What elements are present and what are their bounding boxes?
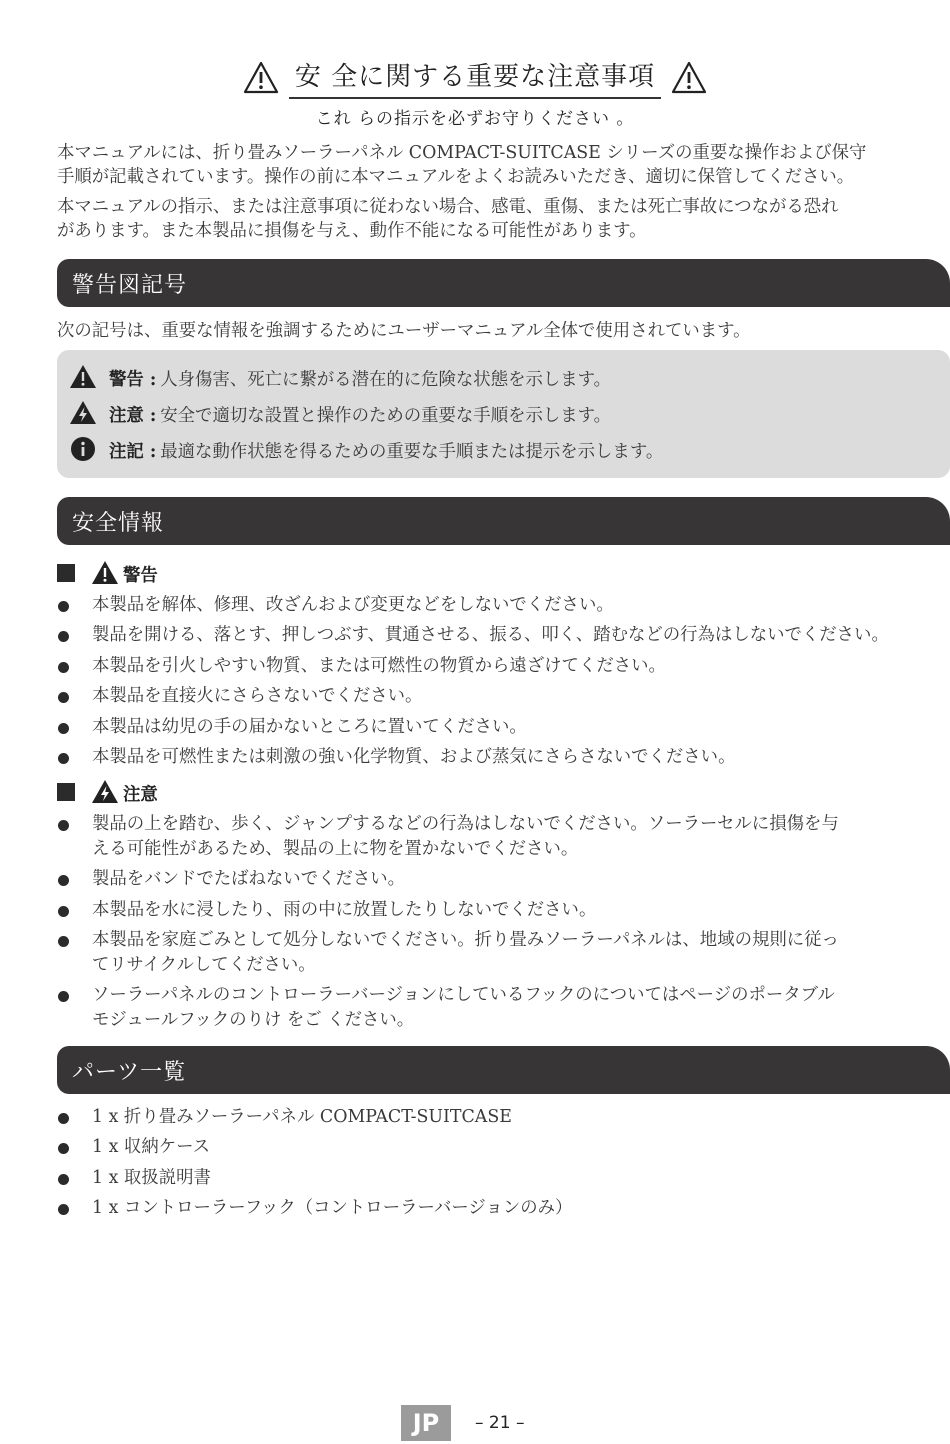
section-heading-safety: 安全情報 [57, 497, 950, 545]
legend-text: 安全で適切な設置と操作のための重要な手順を示します。 [160, 405, 612, 426]
bullet-line: 1 x 取扱説明書 [92, 1168, 211, 1188]
caution-subheading-label: 注意 [123, 784, 158, 805]
warning-triangle-icon [671, 61, 707, 95]
bullet-line: 1 x 収納ケース [92, 1137, 211, 1157]
parts-list-item [57, 1166, 947, 1191]
bullet-line: 製品をバンドでたばねないでください。 [92, 869, 406, 889]
bullet-line: 本製品を可燃性または刺激の強い化学物質、および蒸気にさらさないでください。 [92, 747, 736, 767]
bullet-line: てリサイクルしてください。 [92, 955, 316, 975]
bullet-line: モジュールフックのりけ をご ください。 [92, 1010, 415, 1030]
intro-line: 本マニュアルには、折り畳みソーラーパネル COMPACT-SUITCASE シリーズの重要な操作および保守 [57, 143, 867, 163]
bullet-line: 本製品を家庭ごみとして処分しないでください。折り畳みソーラーパネルは、地域の規則に従っ [92, 930, 839, 950]
parts-list-item [57, 1105, 947, 1130]
lightning-triangle-icon [69, 400, 97, 426]
page-title: 安 全に関する重要な注意事項 [289, 56, 661, 99]
bullet-line: 本製品を解体、修理、改ざんおよび変更などをしないでください。 [92, 595, 614, 615]
bullet-line: ソーラーパネルのコントローラーバージョンにしているフックのについてはページのポータブル [92, 985, 835, 1005]
warning-subheading [57, 560, 158, 586]
info-circle-icon [69, 436, 97, 462]
page-subtitle: これ らの指示を必ずお守りください 。 [315, 109, 635, 129]
intro-line: 手順が記載されています。操作の前に本マニュアルをよくお読みいただき、適切に保管してください。 [57, 167, 855, 187]
warning-triangle-icon [69, 364, 97, 390]
caution-item [57, 898, 947, 923]
symbols-lead-text: 次の記号は、重要な情報を強調するためにユーザーマニュアル全体で使用されています。 [57, 321, 751, 341]
page-title-block [0, 56, 950, 99]
section-heading-symbols: 警告図記号 [57, 259, 950, 307]
bullet-line: える可能性があるため、製品の上に物を置かないでください。 [92, 839, 579, 859]
intro-line: があります。また本製品に損傷を与え、動作不能になる可能性があります。 [57, 221, 647, 241]
bullet-line: 本製品を直接火にさらさないでください。 [92, 686, 423, 706]
legend-text: 最適な動作状態を得るための重要な手順または提示を示します。 [160, 441, 664, 462]
parts-list-item [57, 1196, 947, 1221]
warning-item [57, 745, 947, 770]
warning-item [57, 623, 947, 648]
legend-label: 注記 : [109, 441, 157, 462]
warning-item [57, 715, 947, 740]
page-footer [401, 1405, 524, 1441]
lightning-triangle-icon [91, 779, 119, 805]
square-bullet-icon [57, 783, 75, 801]
bullet-line: 本製品は幼児の手の届かないところに置いてください。 [92, 717, 527, 737]
page-number: – 21 – [475, 1413, 525, 1433]
legend-item-caution [69, 400, 611, 426]
warning-triangle-icon [91, 560, 119, 586]
caution-item [57, 983, 947, 1033]
warning-triangle-icon [243, 61, 279, 95]
legend-text: 人身傷害、死亡に繋がる潜在的に危険な状態を示します。 [160, 369, 612, 390]
intro-paragraph-2 [57, 195, 947, 243]
bullet-line: 製品を開ける、落とす、押しつぶす、貫通させる、振る、叩く、踏むなどの行為はしないでください。 [92, 625, 889, 645]
section-heading-parts: パーツ一覧 [57, 1046, 950, 1094]
caution-item [57, 867, 947, 892]
caution-item [57, 928, 947, 978]
intro-line: 本マニュアルの指示、または注意事項に従わない場合、感電、重傷、または死亡事故につながる恐れ [57, 197, 839, 217]
intro-paragraph-1 [57, 141, 947, 189]
warning-subheading-label: 警告 [123, 565, 158, 586]
legend-item-note [69, 436, 663, 462]
bullet-line: 1 x 折り畳みソーラーパネル COMPACT-SUITCASE [92, 1107, 512, 1127]
caution-subheading [57, 779, 158, 805]
square-bullet-icon [57, 564, 75, 582]
symbols-legend-box [57, 350, 950, 478]
warning-item [57, 593, 947, 618]
bullet-line: 製品の上を踏む、歩く、ジャンプするなどの行為はしないでください。ソーラーセルに損傷を与 [92, 814, 839, 834]
bullet-line: 本製品を引火しやすい物質、または可燃性の物質から遠ざけてください。 [92, 656, 666, 676]
warning-item [57, 684, 947, 709]
legend-label: 警告 : [109, 369, 157, 390]
parts-list-item [57, 1135, 947, 1160]
caution-item [57, 812, 947, 862]
bullet-line: 本製品を水に浸したり、雨の中に放置したりしないでください。 [92, 900, 597, 920]
bullet-line: 1 x コントローラーフック（コントローラーバージョンのみ） [92, 1198, 573, 1218]
legend-item-warning [69, 364, 611, 390]
language-badge: JP [401, 1405, 451, 1441]
warning-item [57, 654, 947, 679]
legend-label: 注意 : [109, 405, 157, 426]
